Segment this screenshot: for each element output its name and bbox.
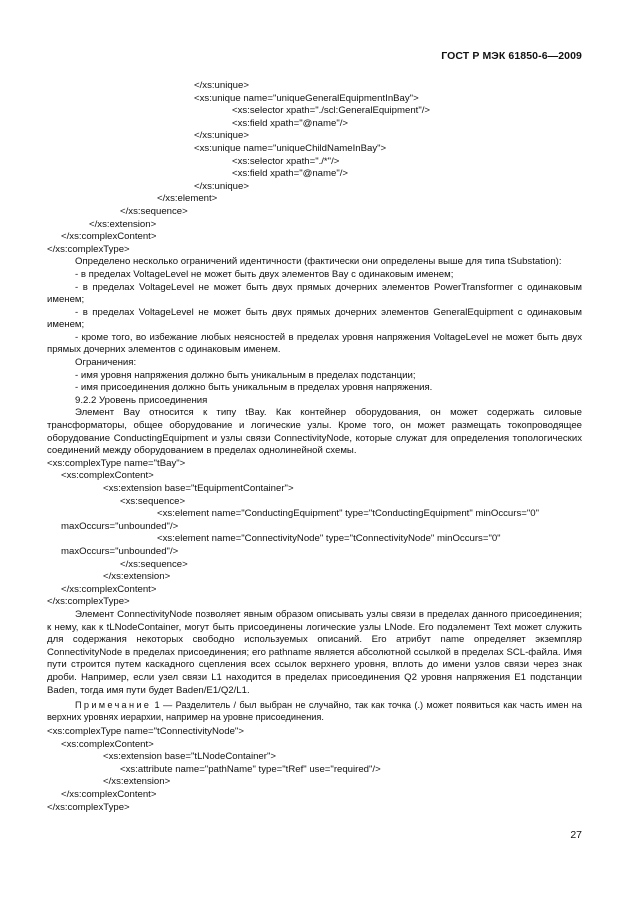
code-line: </xs:sequence> <box>120 558 188 570</box>
code-line: </xs:unique> <box>194 180 249 192</box>
constraint-list <box>47 269 582 357</box>
code-line: maxOccurs="unbounded"/> <box>61 545 179 557</box>
page-content <box>47 80 582 814</box>
section-heading: 9.2.2 Уровень присоединения <box>75 394 208 406</box>
code-line: </xs:unique> <box>194 130 249 142</box>
code-line: </xs:element> <box>157 193 218 205</box>
code-line: <xs:complexType name="tBay"> <box>47 457 186 469</box>
code-line: <xs:extension base="tEquipmentContainer"> <box>103 483 294 494</box>
code-line: <xs:selector xpath="./*"/> <box>232 155 340 167</box>
code-line: </xs:complexType> <box>47 801 130 813</box>
restriction-item: - имя присоединения должно быть уникальным в пределах уровня напряжения. <box>75 382 433 394</box>
code-line: <xs:attribute name="pathName" type="tRef" use="required"/> <box>120 763 381 775</box>
code-line: </xs:complexType> <box>47 243 130 255</box>
code-line: <xs:selector xpath="./scl:GeneralEquipment"/> <box>232 105 430 117</box>
list-item: - в пределах VoltageLevel не может быть двух элементов Bay с одинаковым именем; <box>75 268 454 280</box>
code-line: </xs:complexContent> <box>61 583 157 595</box>
note <box>47 699 582 723</box>
paragraph-bay: Элемент Bay относится к типу tBay. Как контейнер оборудования, он может содержать силовые трансформаторы, общее оборудование и логические узлы. Кроме того, он может размещать токопроводящее оборудование ConductingEquipment и узлы связи ConnectivityNode, которые служат для определения топологических соединений между оборудованием в пределах однолинейной схемы. <box>47 407 582 457</box>
code-line: <xs:complexContent> <box>61 470 154 482</box>
code-line: <xs:extension base="tLNodeContainer"> <box>103 751 276 763</box>
code-line: </xs:sequence> <box>120 205 188 217</box>
page-number: 27 <box>570 829 582 841</box>
code-line: </xs:complexContent> <box>61 231 157 243</box>
paragraph-connectivity-node: Элемент ConnectivityNode позволяет явным образом описывать узлы связи в пределах данного присоединения; к нему, как к tLNodeContainer, могут быть присоединены логические узлы LNode. Его подэлемент Text может служить для содержания некоторых свободно используемых описаний. Его атрибут name определяет экземпляр ConnectivityNode в пределах присоединения; его pathname является абсолютной ссылкой в пределах SCL-файла. Имя пути строится путем каскадного сцепления всех ссылок верхнего уровня, вплоть до имени узлов связи через знак дроби. Например, если узел связи L1 находится в пределах присоединения Q2 уровня напряжения E1 подстанции Baden, тогда имя пути будет Baden/E1/Q2/L1. <box>47 608 582 696</box>
list-item: - в пределах VoltageLevel не может быть двух прямых дочерних элементов PowerTransformer с одинаковым именем; <box>47 281 582 306</box>
code-line: <xs:field xpath="@name"/> <box>232 117 349 129</box>
xml-code-block-1 <box>47 80 582 256</box>
list-item: - кроме того, во избежание любых неясностей в пределах уровня напряжения VoltageLevel не может быть двух прямых дочерних элементов с одинаковым именем. <box>47 331 582 356</box>
code-line: <xs:complexType name="tConnectivityNode"> <box>47 726 244 738</box>
paragraph-identity-constraints: Определено несколько ограничений идентичности (фактически они определены выше для типа tSubstation): <box>75 256 562 268</box>
code-line: </xs:complexType> <box>47 596 130 608</box>
code-line: </xs:complexContent> <box>61 789 157 801</box>
note-label: Примечание <box>75 700 152 711</box>
code-line: <xs:unique name="uniqueGeneralEquipmentInBay"> <box>194 92 419 104</box>
code-line: </xs:unique> <box>194 80 249 91</box>
code-line: <xs:sequence> <box>120 495 186 507</box>
document-header: ГОСТ Р МЭК 61850-6—2009 <box>441 50 582 62</box>
code-line: <xs:element name="ConnectivityNode" type="tConnectivityNode" minOccurs="0" <box>157 533 501 545</box>
code-line: <xs:complexContent> <box>61 738 154 750</box>
restriction-item: - имя уровня напряжения должно быть уникальным в пределах подстанции; <box>75 369 416 381</box>
note-text: 1 — Разделитель / был выбран не случайно, так как точка (.) может появиться как часть имен на верхних уровнях иерархии, например на уровне присоединения. <box>47 700 582 723</box>
restrictions-list <box>47 370 582 395</box>
xml-code-block-3 <box>47 726 582 814</box>
code-line: <xs:unique name="uniqueChildNameInBay"> <box>194 142 387 154</box>
restrictions-title: Ограничения: <box>75 357 137 369</box>
xml-code-block-2 <box>47 458 582 609</box>
code-line: </xs:extension> <box>103 776 171 788</box>
code-line: maxOccurs="unbounded"/> <box>61 520 179 532</box>
code-line: </xs:extension> <box>103 571 171 583</box>
code-line: <xs:field xpath="@name"/> <box>232 168 349 180</box>
code-line: </xs:extension> <box>89 218 157 230</box>
code-line: <xs:element name="ConductingEquipment" type="tConductingEquipment" minOccurs="0" <box>157 508 540 520</box>
list-item: - в пределах VoltageLevel не может быть двух прямых дочерних элементов GeneralEquipment с одинаковым именем; <box>47 306 582 331</box>
